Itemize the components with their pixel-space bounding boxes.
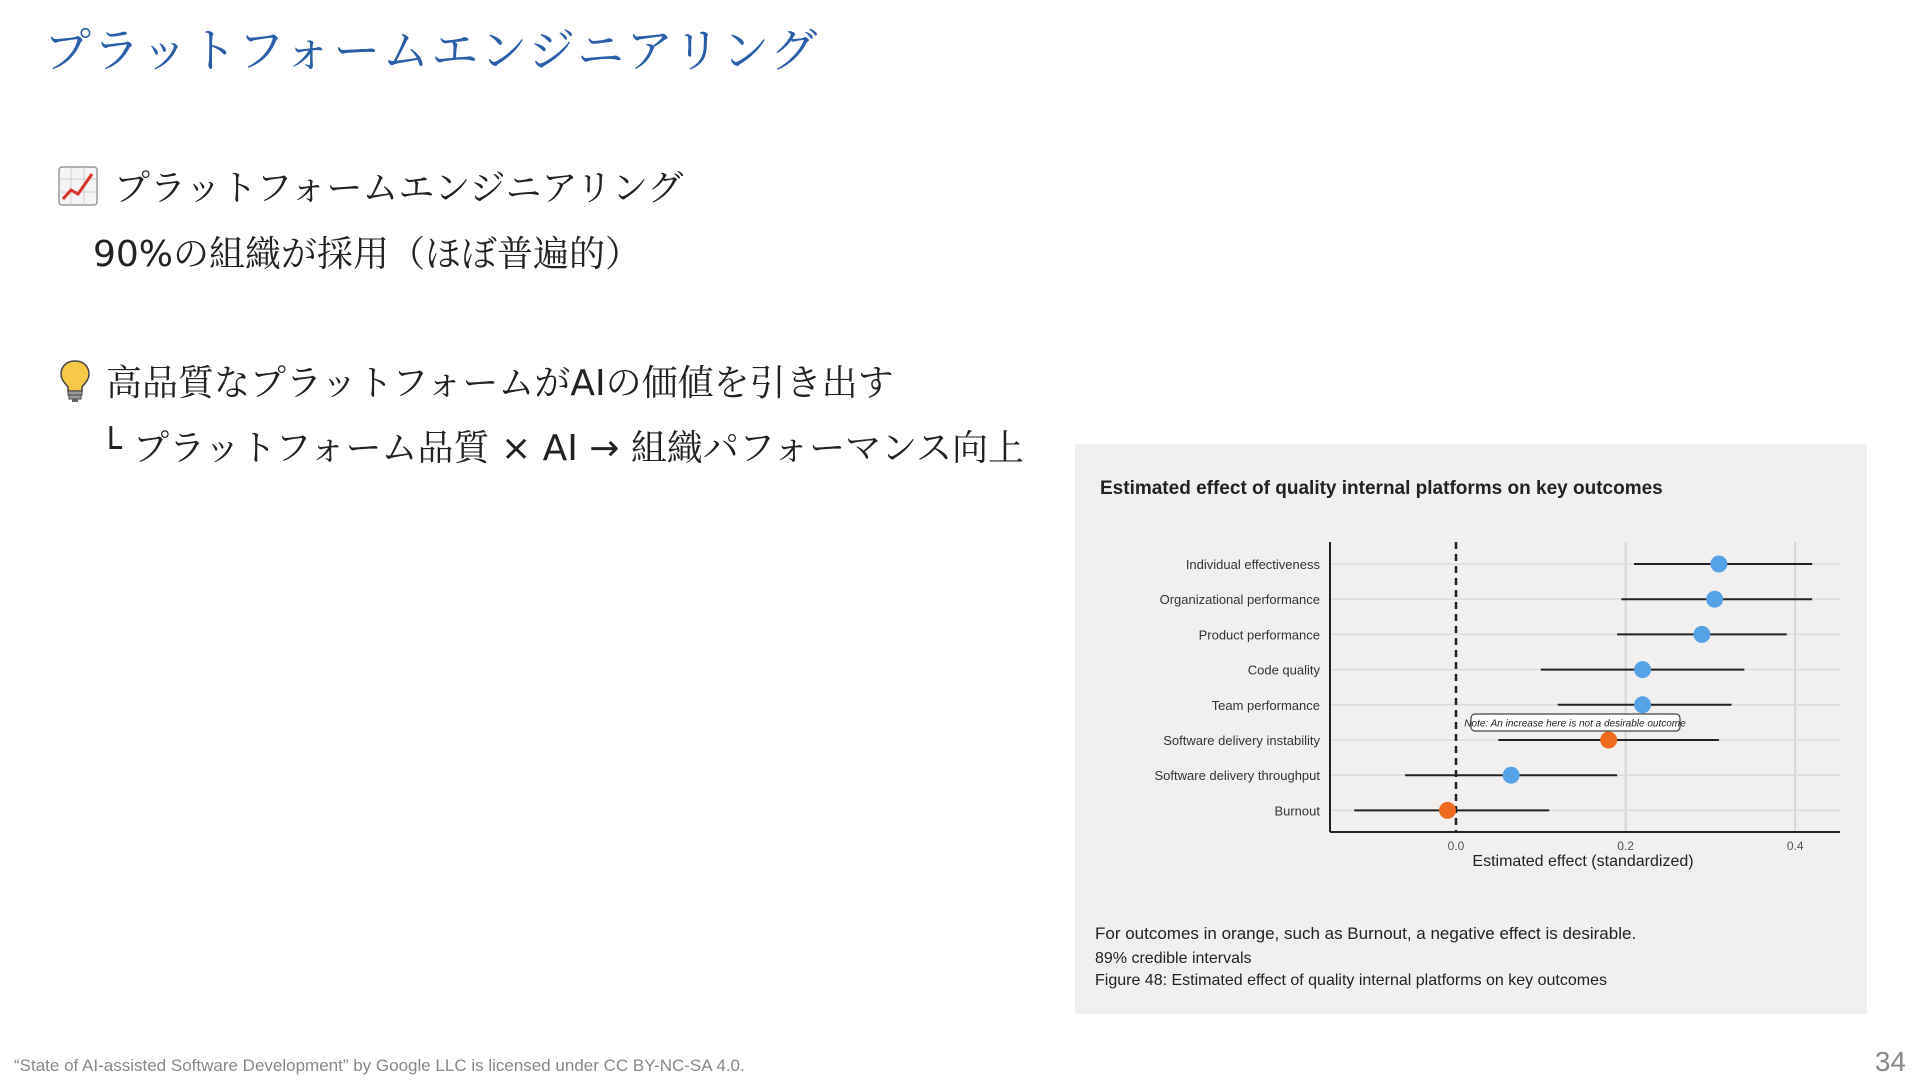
caption-intervals: 89% credible intervals: [1095, 950, 1252, 967]
figure-panel: [1075, 444, 1867, 1014]
estimate-point: [1710, 556, 1727, 573]
chart-increasing-icon: [58, 166, 98, 206]
bullet-subtext: └ プラットフォーム品質 × AI → 組織パフォーマンス向上: [100, 428, 1024, 469]
x-axis-label: Estimated effect (standardized): [1472, 853, 1694, 870]
category-label: Organizational performance: [1159, 592, 1320, 608]
license-footer: “State of AI-assisted Software Development” by Google LLC is licensed under CC BY-NC-SA 4.0.: [14, 1056, 745, 1075]
category-label: Team performance: [1211, 697, 1320, 713]
chart-title: Estimated effect of quality internal platforms on key outcomes: [1100, 478, 1663, 499]
caption-note: For outcomes in orange, such as Burnout, a negative effect is desirable.: [1095, 924, 1637, 943]
light-bulb-icon: [58, 359, 92, 403]
category-label: Code quality: [1247, 662, 1320, 678]
bullet-platform-quality: [58, 355, 894, 406]
forest-plot-chart: [1075, 444, 1867, 914]
x-tick-label: 0.0: [1447, 839, 1465, 853]
estimate-point: [1439, 802, 1456, 819]
category-label: Software delivery instability: [1163, 733, 1320, 748]
figure-caption: Figure 48: Estimated effect of quality internal platforms on key outcomes: [1095, 972, 1607, 989]
estimate-point: [1693, 626, 1710, 643]
estimate-point: [1600, 732, 1617, 749]
estimate-point: [1706, 591, 1723, 608]
page-number: 34: [1874, 1046, 1906, 1077]
annotation-text: Note: An increase here is not a desirable outcome: [1464, 718, 1686, 730]
category-label: Individual effectiveness: [1185, 557, 1320, 572]
category-label: Burnout: [1274, 803, 1320, 819]
annotation-box: [1464, 714, 1686, 731]
slide-title: プラットフォームエンジニアリング: [44, 24, 820, 79]
estimate-point: [1634, 661, 1651, 678]
bullet-platform-engineering: [58, 160, 683, 211]
bullet-text: プラットフォームエンジニアリング: [114, 168, 684, 209]
x-tick-label: 0.4: [1786, 839, 1804, 853]
bullet-text: 高品質なプラットフォームがAIの価値を引き出す: [106, 363, 894, 404]
estimate-point: [1634, 696, 1651, 713]
category-label: Software delivery throughput: [1154, 768, 1320, 784]
estimate-point: [1503, 767, 1520, 784]
category-label: Product performance: [1198, 627, 1320, 643]
x-tick-label: 0.2: [1617, 839, 1634, 853]
bullet-subtext: 90%の組織が採用（ほぼ普遍的）: [93, 234, 642, 275]
